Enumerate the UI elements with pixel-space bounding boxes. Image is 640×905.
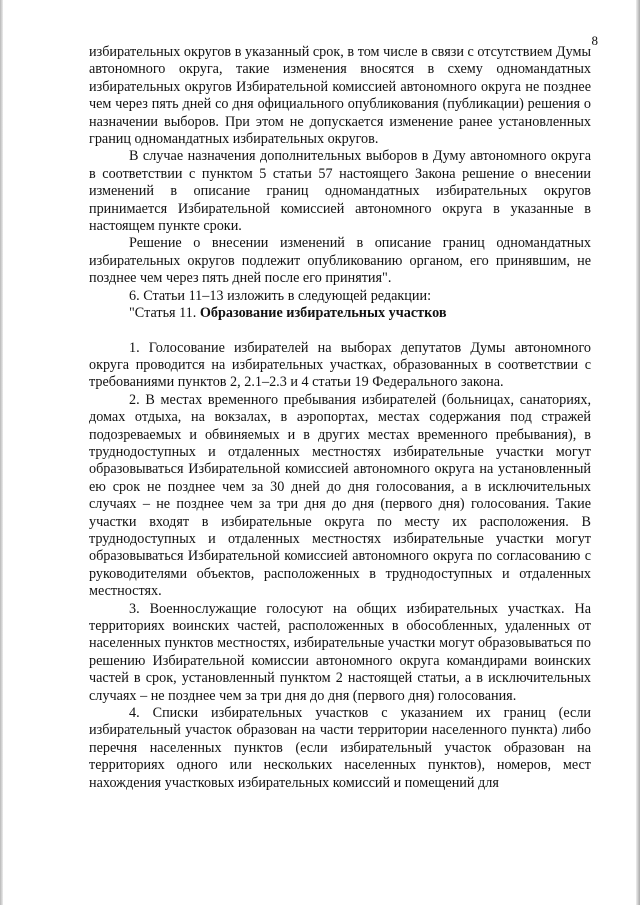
article-heading-prefix: "Статья 11. [129, 305, 200, 322]
document-body [89, 44, 591, 792]
article-heading-title: Образование избирательных участков [199, 305, 447, 322]
paragraph-clause-1: 1. Голосование избирателей на выборах депутатов Думы автономного округа проводится на избирательных участках, образованных в соответствии с требованиями пунктов 2, 2.1–2.3 и 4 статьи 19 Федерального закона. [89, 339, 591, 391]
scan-edge-left [0, 0, 3, 905]
scan-edge-right [636, 0, 640, 905]
article-heading [89, 305, 591, 322]
paragraph-clause-2: 2. В местах временного пребывания избирателей (больницах, санаториях, домах отдыха, на вокзалах, в аэропортах, местах содержания под стражей подозреваемых и обвиняемых и в других местах временного пребывания), в труднодоступных и отдаленных местностях избирательные участки могут образовываться Избирательной комиссией автономного округа на установленный ею срок не позднее чем за 30 дней до дня голосования, а в исключительных случаях – не позднее чем за три дня до дня (первого дня) голосования. Такие участки входят в избирательные округа по месту их расположения. В труднодоступных и отдаленных местностях избирательные участки могут образовываться Избирательной комиссией автономного округа по согласованию с руководителями объектов, расположенных в труднодоступных и отдаленных местностях. [89, 391, 591, 600]
paragraph-clause-3: 3. Военнослужащие голосуют на общих избирательных участках. На территориях воинских частей, расположенных в обособленных, удаленных от населенных пунктов местностях, избирательные участки могут образовываться по решению Избирательной комиссии автономного округа командирами воинских частей в срок, установленный пунктом 2 настоящей статьи, а в исключительных случаях – не позднее чем за три дня до дня (первого дня) голосования. [89, 600, 591, 704]
paragraph-continuation: избирательных округов в указанный срок, в том числе в связи с отсутствием Думы автономного округа, такие изменения вносятся в схему одномандатных избирательных округов Избирательной комиссией автономного округа не позднее чем через пять дней со дня официального опубликования (публикации) решения о назначении выборов. При этом не допускается изменение ранее установленных границ одномандатных избирательных округов. [89, 44, 591, 148]
paragraph-additional-elections: В случае назначения дополнительных выборов в Думу автономного округа в соответствии с пунктом 5 статьи 57 настоящего Закона решение о внесении изменений в описание границ одномандатных избирательных округов принимается Избирательной комиссией автономного округа в указанные в настоящем пункте сроки. [89, 148, 591, 235]
paragraph-clause-4: 4. Списки избирательных участков с указанием их границ (если избирательный участок образован на части территории населенного пункта) либо перечня населенных пунктов (если избирательный участок образован на территориях одного или нескольких населенных пунктов), номеров, мест нахождения участковых избирательных комиссий и помещений для [89, 705, 591, 791]
page-number: 8 [591, 33, 598, 48]
paragraph-publication: Решение о внесении изменений в описание границ одномандатных избирательных округов подлежит опубликованию органом, его принявшим, не позднее чем через пять дней после его принятия". [89, 235, 591, 287]
paragraph-amendment-item-6: 6. Статьи 11–13 изложить в следующей редакции: [129, 287, 432, 304]
